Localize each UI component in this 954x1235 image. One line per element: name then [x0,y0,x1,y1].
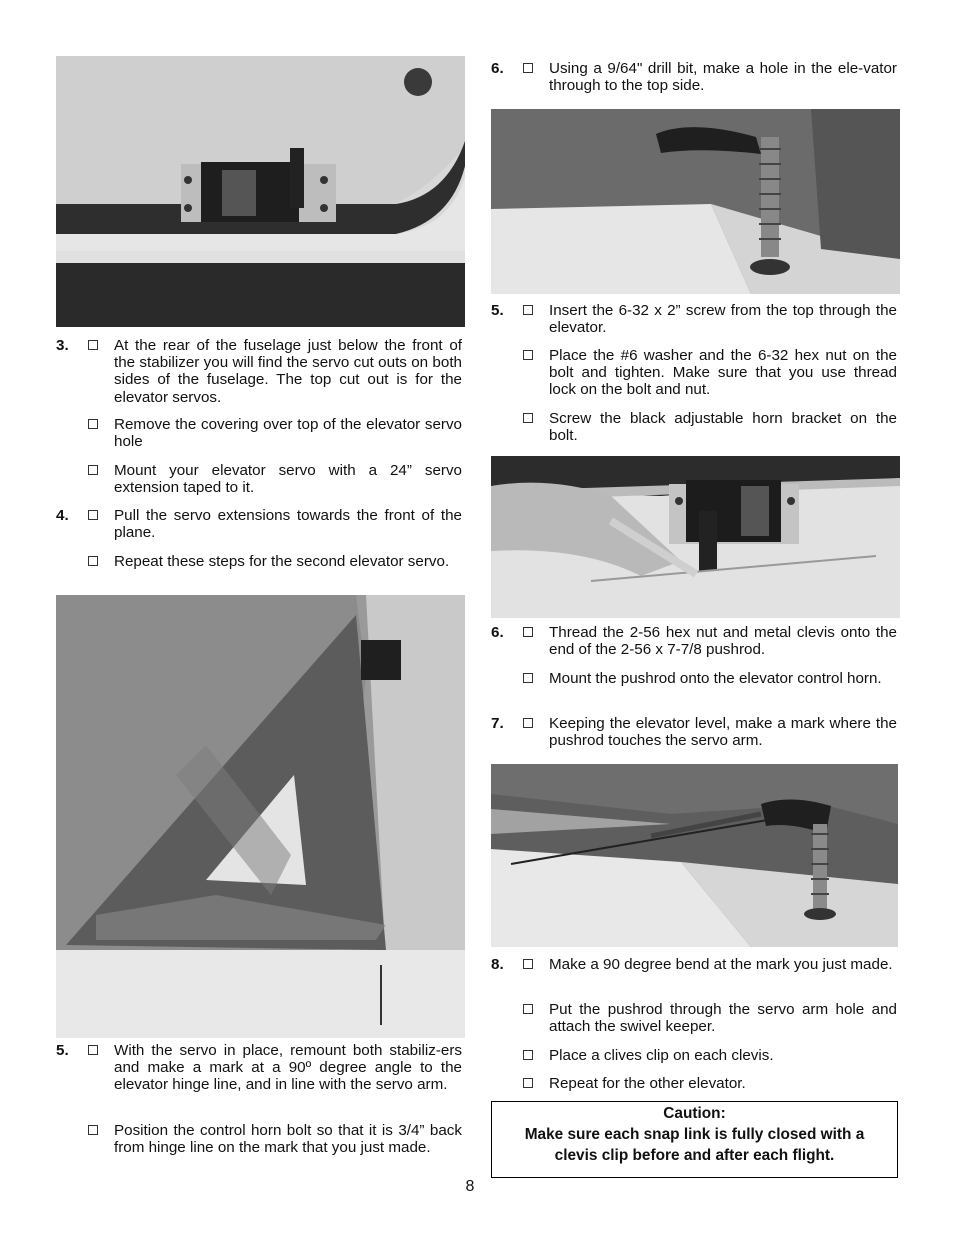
step-text: At the rear of the fuselage just below the front of the stabilizer you will find the servo cut outs on both sides of the fuselage. The top cut out is for the elevator servos. [114,337,462,406]
step-text: Put the pushrod through the servo arm hole and attach the swivel keeper. [549,1001,897,1036]
page-number: 8 [465,1178,475,1195]
step-text: Screw the black adjustable horn bracket on the bolt. [549,410,897,445]
step-5 [56,1042,462,1112]
step-8-sub-1 [491,1001,897,1037]
step-number: 6. [491,624,504,641]
checkbox[interactable] [523,1078,533,1088]
checkbox[interactable] [88,510,98,520]
step-number: 3. [56,337,69,354]
step-6-right-sub-1 [491,670,897,706]
step-text: Position the control horn bolt so that it is 3/4” back from hinge line on the mark that you just made. [114,1122,462,1157]
checkbox[interactable] [88,419,98,429]
step-text: With the servo in place, remount both stabiliz-ers and make a mark at a 90º degree angle to the elevator hinge line, and in line with the servo arm. [114,1042,462,1094]
step-5-sub-1 [56,1122,462,1176]
caution-line-2: clevis clip before and after each flight. [554,1147,835,1164]
step-8-sub-3 [491,1075,897,1095]
checkbox[interactable] [523,959,533,969]
step-text: Mount your elevator servo with a 24” servo extension taped to it. [114,462,462,497]
step-5-right-sub-2 [491,410,897,446]
step-text: Place a clives clip on each clevis. [549,1047,774,1064]
checkbox[interactable] [523,413,533,423]
photo-triangle-mark [56,595,465,1038]
checkbox[interactable] [523,627,533,637]
step-text: Repeat these steps for the second elevator servo. [114,553,450,570]
step-text: Using a 9/64" drill bit, make a hole in the ele-vator through to the top side. [549,60,897,95]
checkbox[interactable] [523,673,533,683]
step-text: Pull the servo extensions towards the front of the plane. [114,507,462,542]
step-7 [491,715,897,751]
photo-pushrod-bend [491,764,898,947]
caution-box [491,1101,898,1178]
step-text: Keeping the elevator level, make a mark where the pushrod touches the servo arm. [549,715,897,750]
step-6 [491,60,897,96]
caution-line-1: Make sure each snap link is fully closed with a [524,1126,865,1143]
step-4-sub-1 [56,553,462,589]
checkbox[interactable] [523,1004,533,1014]
step-5-right [491,302,897,338]
step-text: Place the #6 washer and the 6-32 hex nut on the bolt and tighten. Make sure that you use thread lock on the bolt and nut. [549,347,897,399]
step-text: Repeat for the other elevator. [549,1075,746,1092]
checkbox[interactable] [88,1125,98,1135]
checkbox[interactable] [523,63,533,73]
checkbox[interactable] [88,340,98,350]
photo-elevator-servo-mounted [56,56,465,327]
checkbox[interactable] [88,1045,98,1055]
checkbox[interactable] [523,350,533,360]
step-text: Thread the 2-56 hex nut and metal clevis onto the end of the 2-56 x 7-7/8 pushrod. [549,624,897,659]
checkbox[interactable] [88,465,98,475]
step-number: 6. [491,60,504,77]
step-3 [56,337,462,407]
step-number: 8. [491,956,504,973]
step-number: 4. [56,507,69,524]
step-number: 5. [56,1042,69,1059]
checkbox[interactable] [523,1050,533,1060]
checkbox[interactable] [88,556,98,566]
step-6-right [491,624,897,660]
step-3-sub-2 [56,462,462,498]
photo-horn-bracket-bolt [491,109,900,294]
step-text: Mount the pushrod onto the elevator control horn. [549,670,882,687]
checkbox[interactable] [523,718,533,728]
step-number: 7. [491,715,504,732]
step-text: Insert the 6-32 x 2” screw from the top through the elevator. [549,302,897,337]
caution-title: Caution: [663,1105,726,1122]
step-number: 5. [491,302,504,319]
step-5-right-sub-1 [491,347,897,401]
checkbox[interactable] [523,305,533,315]
step-3-sub-1 [56,416,462,452]
photo-pushrod-marking [491,456,900,618]
step-4 [56,507,462,543]
step-8-sub-2 [491,1047,897,1067]
step-text: Remove the covering over top of the elevator servo hole [114,416,462,451]
step-text: Make a 90 degree bend at the mark you just made. [549,956,893,973]
step-8 [491,956,897,992]
